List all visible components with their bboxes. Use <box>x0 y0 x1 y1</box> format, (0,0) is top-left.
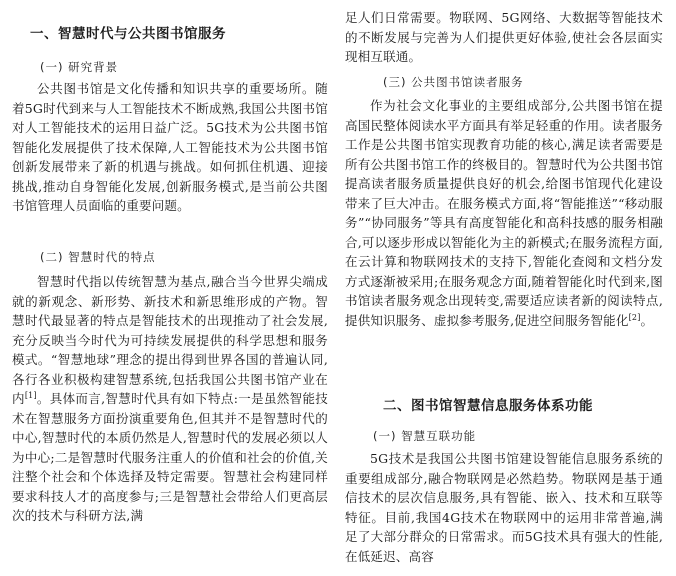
left-column <box>12 0 328 576</box>
right-column <box>345 0 663 576</box>
citation-ref-2: [2] <box>628 312 641 322</box>
research-background-paragraph: 公共图书馆是文化传播和知识共享的重要场所。随着5G时代到来与人工智能技术不断成熟,我国公共图书馆对人工智能技术的运用日益广泛。5G技术为公共图书馆智能化发展提供了技术保障,人工智能技术为公共图书馆创新发展带来了新的机遇与挑战。如何抓住机遇、迎接挑战,推动自身智能化发展,创新服务模式,是当前公共图书馆管理人员面临的重要问题。 <box>12 81 328 213</box>
subsection-smart-interconnection-heading: (一) 智慧互联功能 <box>373 429 477 443</box>
era-features-text-a: 智慧时代指以传统智慧为基点,融合当今世界尖端成就的新观念、新形势、新技术和新思维形成的产物。智慧时代最显著的特点是智能技术的出现推动了社会发展,充分反映当今时代为可持续发展提供的科学思想和服务模式。“智慧地球”理念的提出得到世界各国的普遍认同,各行各业积极构建智慧系统,包括我国公共图书馆产业在内 <box>12 274 328 406</box>
section-1-heading: 一、智慧时代与公共图书馆服务 <box>30 26 226 42</box>
subsection-research-background-heading: (一) 研究背景 <box>40 60 119 74</box>
reader-services-paragraph <box>345 96 663 330</box>
section-2-heading: 二、图书馆智慧信息服务体系功能 <box>383 398 593 414</box>
era-features-text-b: 。具体而言,智慧时代具有如下特点:一是虽然智能技术在智慧服务方面扮演重要角色,但其并不是智慧时代的中心,智慧时代的本质仍然是人,智慧时代的发展必须以人为中心;二是智慧时代服务注重人的价值和社会的价值,关注整个社会和个体选择及特定需要。智慧社会构建同样要求科技人才的高度参与;三是智慧社会带给人们更高层次的技术与科研方法,满 <box>12 391 328 523</box>
subsection-era-features-heading: (二) 智慧时代的特点 <box>40 250 156 264</box>
smart-interconnection-paragraph: 5G技术是我国公共图书馆建设智能信息服务系统的重要组成部分,融合物联网是必然趋势。物联网是基于通信技术的层次信息服务,具有智能、嵌入、技术和互联等特征。目前,我国4G技术在物联网中的运用非常普遍,满足了大部分群众的日常需求。而5G技术具有强大的性能,在低延迟、高容 <box>345 451 663 564</box>
continued-paragraph: 足人们日常需要。物联网、5G网络、大数据等智能技术的不断发展与完善为人们提供更好体验,使社会各层面实现相互联通。 <box>345 10 663 64</box>
reader-services-text-a: 作为社会文化事业的主要组成部分,公共图书馆在提高国民整体阅读水平方面具有举足轻重的作用。读者服务工作是公共图书馆实现教育功能的核心,满足读者需要是所有公共图书馆工作的终极目的。智慧时代为公共图书馆提高读者服务质量提供良好的机会,给图书馆现代化建设带来了巨大冲击。在服务模式方面,将“智能推送”“移动服务”“协同服务”等具有高度智能化和高科技感的服务相融合,可以逐步形成以智能化为主的新模式;在服务流程方面,在云计算和物联网技术的支持下,智能化查阅和文档分发方式逐渐被采用;在服务观念方面,随着智能化时代到来,图书馆读者服务观念出现转变,需要适应读者新的阅读特点,提供知识服务、虚拟参考服务,促进空间服务智能化 <box>345 98 663 328</box>
subsection-reader-services-heading: (三) 公共图书馆读者服务 <box>383 75 524 89</box>
reader-services-text-b: 。 <box>640 312 654 328</box>
citation-ref-1: [1] <box>24 390 37 400</box>
era-features-paragraph <box>12 272 328 526</box>
